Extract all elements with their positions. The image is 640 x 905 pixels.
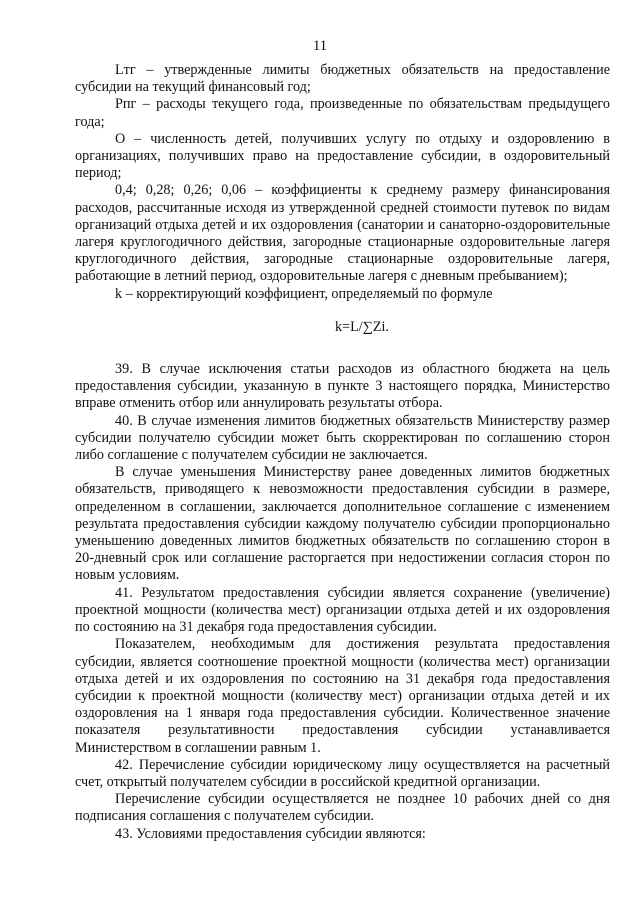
section-41: 41. Результатом предоставления субсидии является сохранение (увеличение) проектной мощности (количества мест) организации отдыха детей и их оздоровления по состоянию на 31 декабря года предоставления субсидии. — [75, 584, 610, 636]
paragraph-rpg: Рпг – расходы текущего года, произведенные по обязательствам предыдущего года; — [75, 96, 610, 130]
paragraph-ltg: Lтг – утвержденные лимиты бюджетных обязательств на предоставление субсидии на текущий финансовый год; — [75, 62, 610, 96]
paragraph-o: О – численность детей, получивших услугу по отдыху и оздоровлению в организациях, получивших право на предоставление субсидии, в оздоровительный период; — [75, 130, 610, 182]
paragraph-k: k – корректирующий коэффициент, определяемый по формуле — [115, 285, 493, 302]
section-40-continued: В случае уменьшения Министерству ранее доведенных лимитов бюджетных обязательств, приводящего к невозможности предоставления субсидии в размере, определенном в соглашении, заключается дополнительное соглашение с изменением результата предоставления субсидии каждому получателю субсидии пропорционально уменьшению доведенных лимитов бюджетных обязательств по соглашению сторон в 20-дневный срок или соглашение расторгается при недостижении согласия сторон по новым условиям. — [75, 464, 610, 584]
section-39: 39. В случае исключения статьи расходов из областного бюджета на цель предоставления субсидии, указанную в пункте 3 настоящего порядка, Министерство вправе отменить отбор или аннулировать результаты отбора. — [75, 361, 610, 412]
section-41-indicator: Показателем, необходимым для достижения результата предоставления субсидии, является соотношение проектной мощности (количества мест) организации отдыха детей и их оздоровления по состоянию на 31 декабря года предоставления субсидии к проектной мощности (количеству мест) организации отдыха детей и их оздоровления на 1 января года предоставления субсидии. Количественное значение показателя результативности предоставления субсидии устанавливается Министерством в соглашении равным 1. — [75, 636, 610, 756]
document-body — [75, 62, 610, 843]
section-40: 40. В случае изменения лимитов бюджетных обязательств Министерству размер субсидии получателю субсидии может быть скорректирован по соглашению сторон либо соглашение с получателем субсидии не заключается. — [75, 412, 610, 464]
section-43: 43. Условиями предоставления субсидии являются: — [115, 825, 426, 842]
page-number: 11 — [313, 38, 327, 54]
paragraph-coefficients: 0,4; 0,28; 0,26; 0,06 – коэффициенты к среднему размеру финансирования расходов, рассчитанные исходя из утвержденной средней стоимости путевок по видам организаций отдыха детей и их оздоровления (санатории и санаторно-оздоровительные лагеря круглогодичного действия, загородные стационарные оздоровительные лагеря круглогодичного действия, загородные стационарные оздоровительные лагеря, работающие в летний период, оздоровительные лагеря с дневным пребыванием); — [75, 182, 610, 285]
section-42-continued: Перечисление субсидии осуществляется не позднее 10 рабочих дней со дня подписания соглашения с получателем субсидии. — [75, 791, 610, 825]
formula: k=L/∑Zi. — [335, 318, 389, 335]
section-42: 42. Перечисление субсидии юридическому лицу осуществляется на расчетный счет, открытый получателем субсидии в российской кредитной организации. — [75, 756, 610, 790]
